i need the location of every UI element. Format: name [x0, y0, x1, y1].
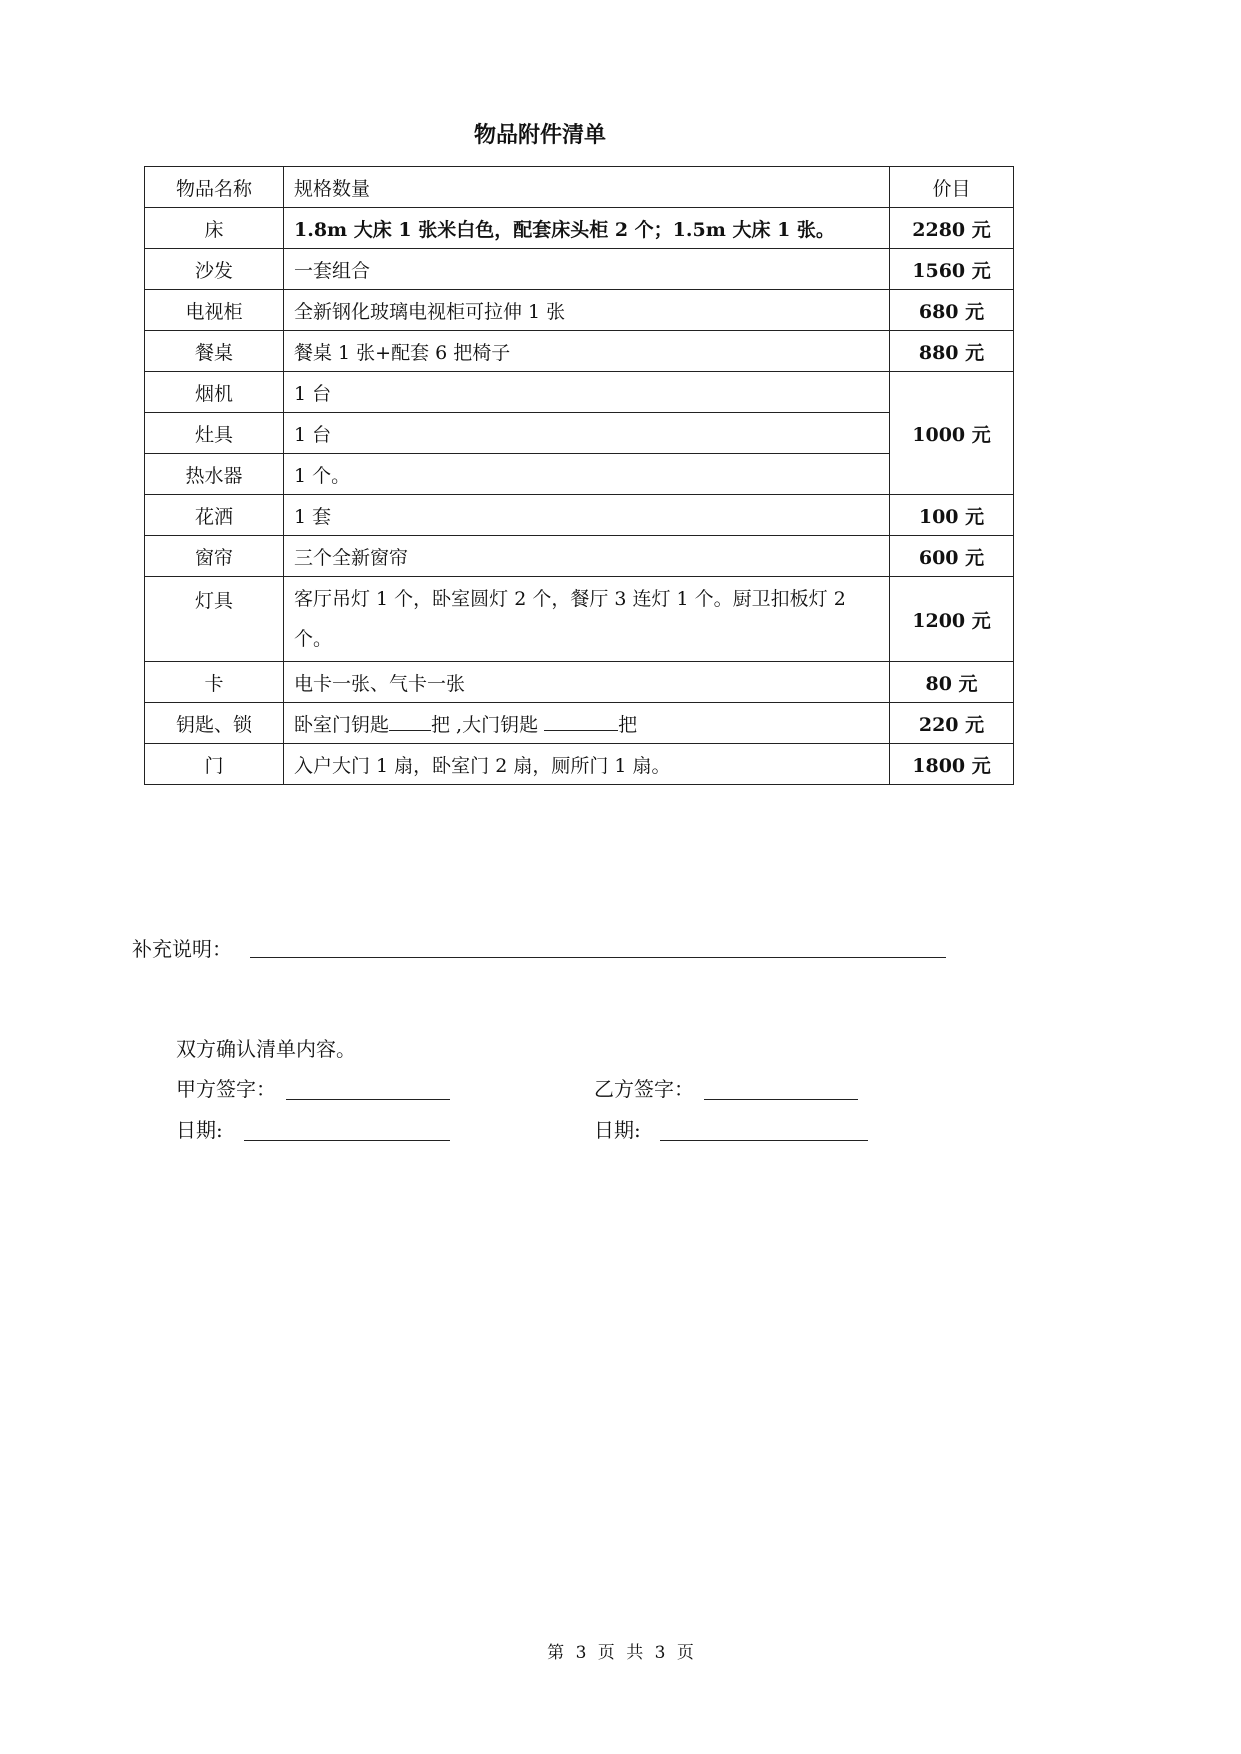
item-name: 灶具 [145, 413, 284, 454]
item-price: 880 元 [890, 331, 1014, 372]
item-spec: 电卡一张、气卡一张 [284, 662, 890, 703]
header-price: 价目 [890, 167, 1014, 208]
item-spec: 1 套 [284, 495, 890, 536]
item-price: 80 元 [890, 662, 1014, 703]
item-name: 卡 [145, 662, 284, 703]
item-name: 电视柜 [145, 290, 284, 331]
table-row [145, 454, 1014, 495]
item-name: 餐桌 [145, 331, 284, 372]
party-a-date-line[interactable] [244, 1140, 450, 1141]
item-spec: 三个全新窗帘 [284, 536, 890, 577]
item-price: 600 元 [890, 536, 1014, 577]
table-row [145, 536, 1014, 577]
item-name: 灯具 [145, 577, 284, 662]
document-title: 物品附件清单 [473, 122, 606, 148]
item-spec [284, 703, 890, 744]
inventory-table [144, 166, 1014, 785]
party-b-date-label: 日期: [594, 1118, 641, 1142]
table-header-row [145, 167, 1014, 208]
item-spec: 1.8m 大床 1 张米白色，配套床头柜 2 个；1.5m 大床 1 张。 [284, 208, 890, 249]
party-b-date-line[interactable] [660, 1140, 868, 1141]
key-count-blank[interactable] [389, 712, 431, 731]
item-name: 床 [145, 208, 284, 249]
item-price: 100 元 [890, 495, 1014, 536]
item-name: 沙发 [145, 249, 284, 290]
item-name: 热水器 [145, 454, 284, 495]
confirm-text: 双方确认清单内容。 [176, 1037, 356, 1061]
table-row [145, 290, 1014, 331]
item-price: 680 元 [890, 290, 1014, 331]
item-spec: 餐桌 1 张+配套 6 把椅子 [284, 331, 890, 372]
table-row [145, 495, 1014, 536]
item-price: 1800 元 [890, 744, 1014, 785]
item-name: 窗帘 [145, 536, 284, 577]
party-b-sign-line[interactable] [704, 1099, 858, 1100]
party-b-sign-label: 乙方签字： [594, 1077, 694, 1101]
table-row [145, 662, 1014, 703]
table-row [145, 249, 1014, 290]
table-row [145, 372, 1014, 413]
key-spec-part1: 卧室门钥匙 [294, 713, 390, 736]
table-row [145, 208, 1014, 249]
header-spec: 规格数量 [284, 167, 890, 208]
item-price: 220 元 [890, 703, 1014, 744]
item-price: 1560 元 [890, 249, 1014, 290]
table-row [145, 331, 1014, 372]
party-a-sign-line[interactable] [286, 1099, 450, 1100]
table-row [145, 577, 1014, 662]
item-spec: 1 台 [284, 372, 890, 413]
key-spec-part2: 把 ,大门钥匙 [431, 713, 539, 736]
item-spec: 一套组合 [284, 249, 890, 290]
item-spec: 客厅吊灯 1 个，卧室圆灯 2 个，餐厅 3 连灯 1 个。厨卫扣板灯 2 个。 [284, 577, 890, 662]
header-name: 物品名称 [145, 167, 284, 208]
item-price: 1200 元 [890, 577, 1014, 662]
table-row [145, 703, 1014, 744]
key-spec-part3: 把 [618, 713, 638, 736]
supplement-label: 补充说明： [132, 937, 232, 961]
item-price: 1000 元 [890, 372, 1014, 495]
item-name: 钥匙、锁 [145, 703, 284, 744]
supplement-input-line[interactable] [250, 957, 946, 958]
party-a-sign-label: 甲方签字： [176, 1077, 276, 1101]
item-spec: 全新钢化玻璃电视柜可拉伸 1 张 [284, 290, 890, 331]
page-footer: 第 3 页 共 3 页 [547, 1643, 694, 1663]
item-spec: 入户大门 1 扇，卧室门 2 扇，厕所门 1 扇。 [284, 744, 890, 785]
item-name: 门 [145, 744, 284, 785]
table-row [145, 413, 1014, 454]
item-spec: 1 个。 [284, 454, 890, 495]
table-row [145, 744, 1014, 785]
item-price: 2280 元 [890, 208, 1014, 249]
item-name: 烟机 [145, 372, 284, 413]
party-a-date-label: 日期: [176, 1118, 223, 1142]
item-name: 花洒 [145, 495, 284, 536]
key-count-blank[interactable] [544, 712, 618, 731]
item-spec: 1 台 [284, 413, 890, 454]
